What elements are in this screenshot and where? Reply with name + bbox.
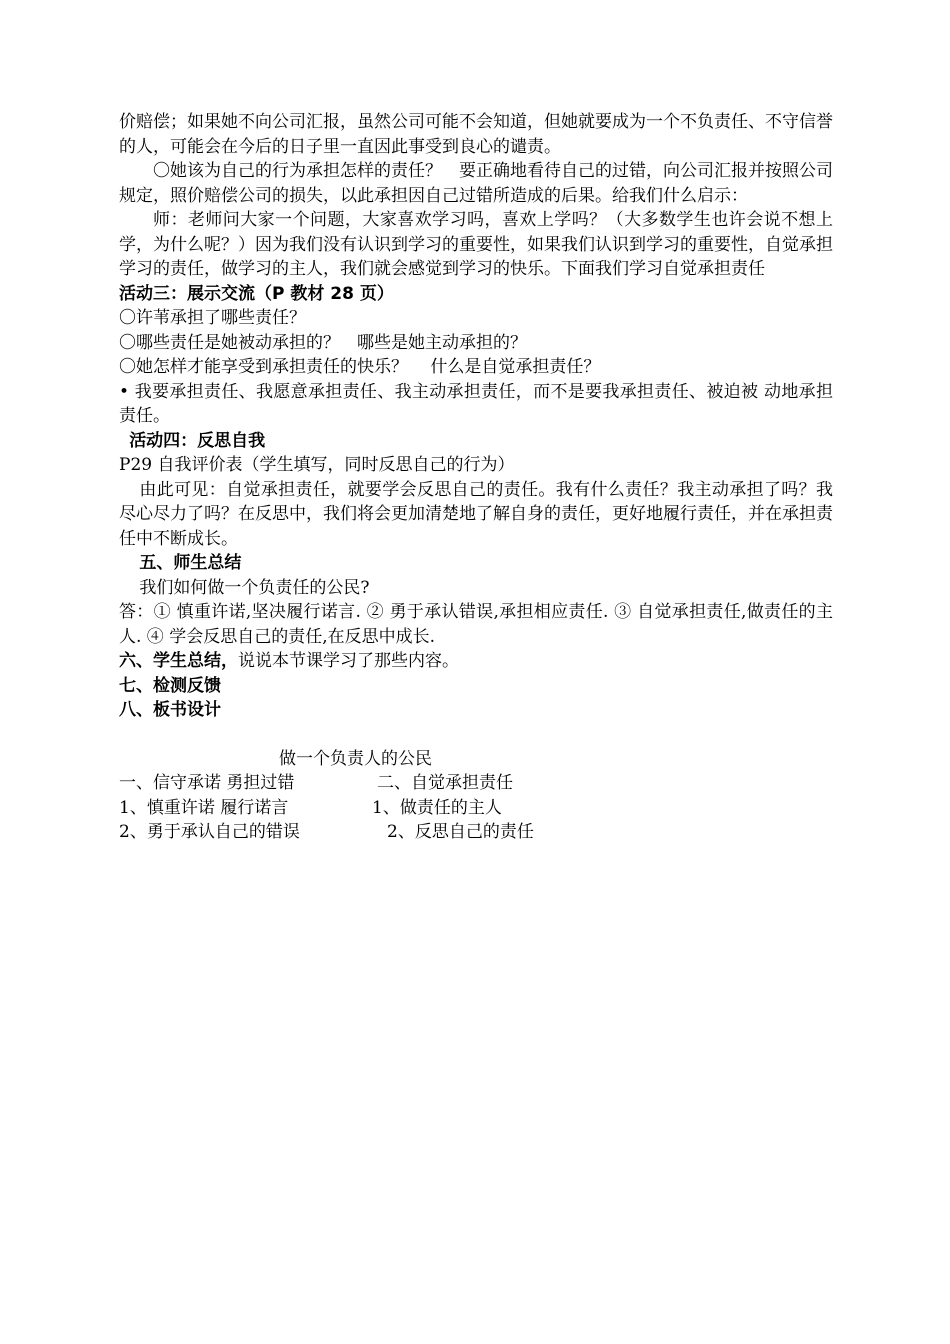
section-six-text: 说说本节课学习了那些内容。 [238,651,459,671]
board-right-cell: 2、反思自己的责任 [387,822,534,842]
reflection-paragraph: 由此可见：自觉承担责任，就要学会反思自己的责任。我有什么责任？我主动承担了吗？我尽心尽力了吗？在反思中，我们将会更加清楚地了解自身的责任，更好地履行责任，并在承担责任中不断成长。 [119,479,833,549]
board-left-cell: 一、信守承诺 勇担过错 [119,773,295,793]
board-title: 做一个负责人的公民 [279,748,432,769]
section-five-heading: 五、师生总结 [139,553,242,573]
question-item-1: 〇许苇承担了哪些责任？ [119,308,306,328]
board-row [119,771,833,796]
question-item-3: 〇她怎样才能享受到承担责任的快乐？ 什么是自觉承担责任？ [119,357,601,377]
section-eight-heading: 八、板书设计 [119,700,221,720]
self-evaluation-line: P29 自我评价表（学生填写，同时反思自己的行为） [119,455,515,475]
paragraph-responsibility-question: 〇她该为自己的行为承担怎样的责任？ 要正确地看待自己的过错，向公司汇报并按照公司规定，照价赔偿公司的损失，以此承担因自己过错所造成的后果。给我们什么启示： [119,161,833,206]
board-left-cell: 1、慎重许诺 履行诺言 [119,797,289,818]
section-six-line [119,649,833,674]
board-design [119,747,833,845]
paragraph-teacher-question: 师：老师问大家一个问题，大家喜欢学习吗，喜欢上学吗？（大多数学生也许会说不想上学，为什么呢？）因为我们没有认识到学习的重要性，如果我们认识到学习的重要性，自觉承担学习的责任，做学习的主人，我们就会感觉到学习的快乐。下面我们学习自觉承担责任 [119,210,833,279]
activity-four-heading: 活动四：反思自我 [129,430,266,451]
bullet-paragraph: • 我要承担责任、我愿意承担责任、我主动承担责任，而不是要我承担责任、被迫被 动地承担责任。 [119,381,833,426]
summary-answer: 答：① 慎重许诺,坚决履行诺言. ② 勇于承认错误,承担相应责任. ③ 自觉承担责任,做责任的主人. ④ 学会反思自己的责任,在反思中成长. [119,602,833,647]
question-item-2: 〇哪些责任是她被动承担的？ 哪些是她主动承担的？ [119,332,527,353]
section-seven-heading: 七、检测反馈 [119,675,221,696]
paragraph-compensation: 价赔偿；如果她不向公司汇报，虽然公司可能不会知道，但她就要成为一个不负责任、不守信誉的人，可能会在今后的日子里一直因此事受到良心的谴责。 [119,112,833,157]
board-right-cell: 1、做责任的主人 [372,797,502,818]
board-row [119,796,833,821]
activity-three-heading: 活动三：展示交流（P 教材 28 页） [119,283,394,304]
board-right-cell: 二、自觉承担责任 [377,773,513,793]
board-left-cell: 2、勇于承认自己的错误 [119,822,300,842]
section-six-heading: 六、学生总结， [119,651,238,671]
summary-question: 我们如何做一个负责任的公民? [139,577,370,598]
document-page [119,110,833,845]
board-row [119,820,833,845]
